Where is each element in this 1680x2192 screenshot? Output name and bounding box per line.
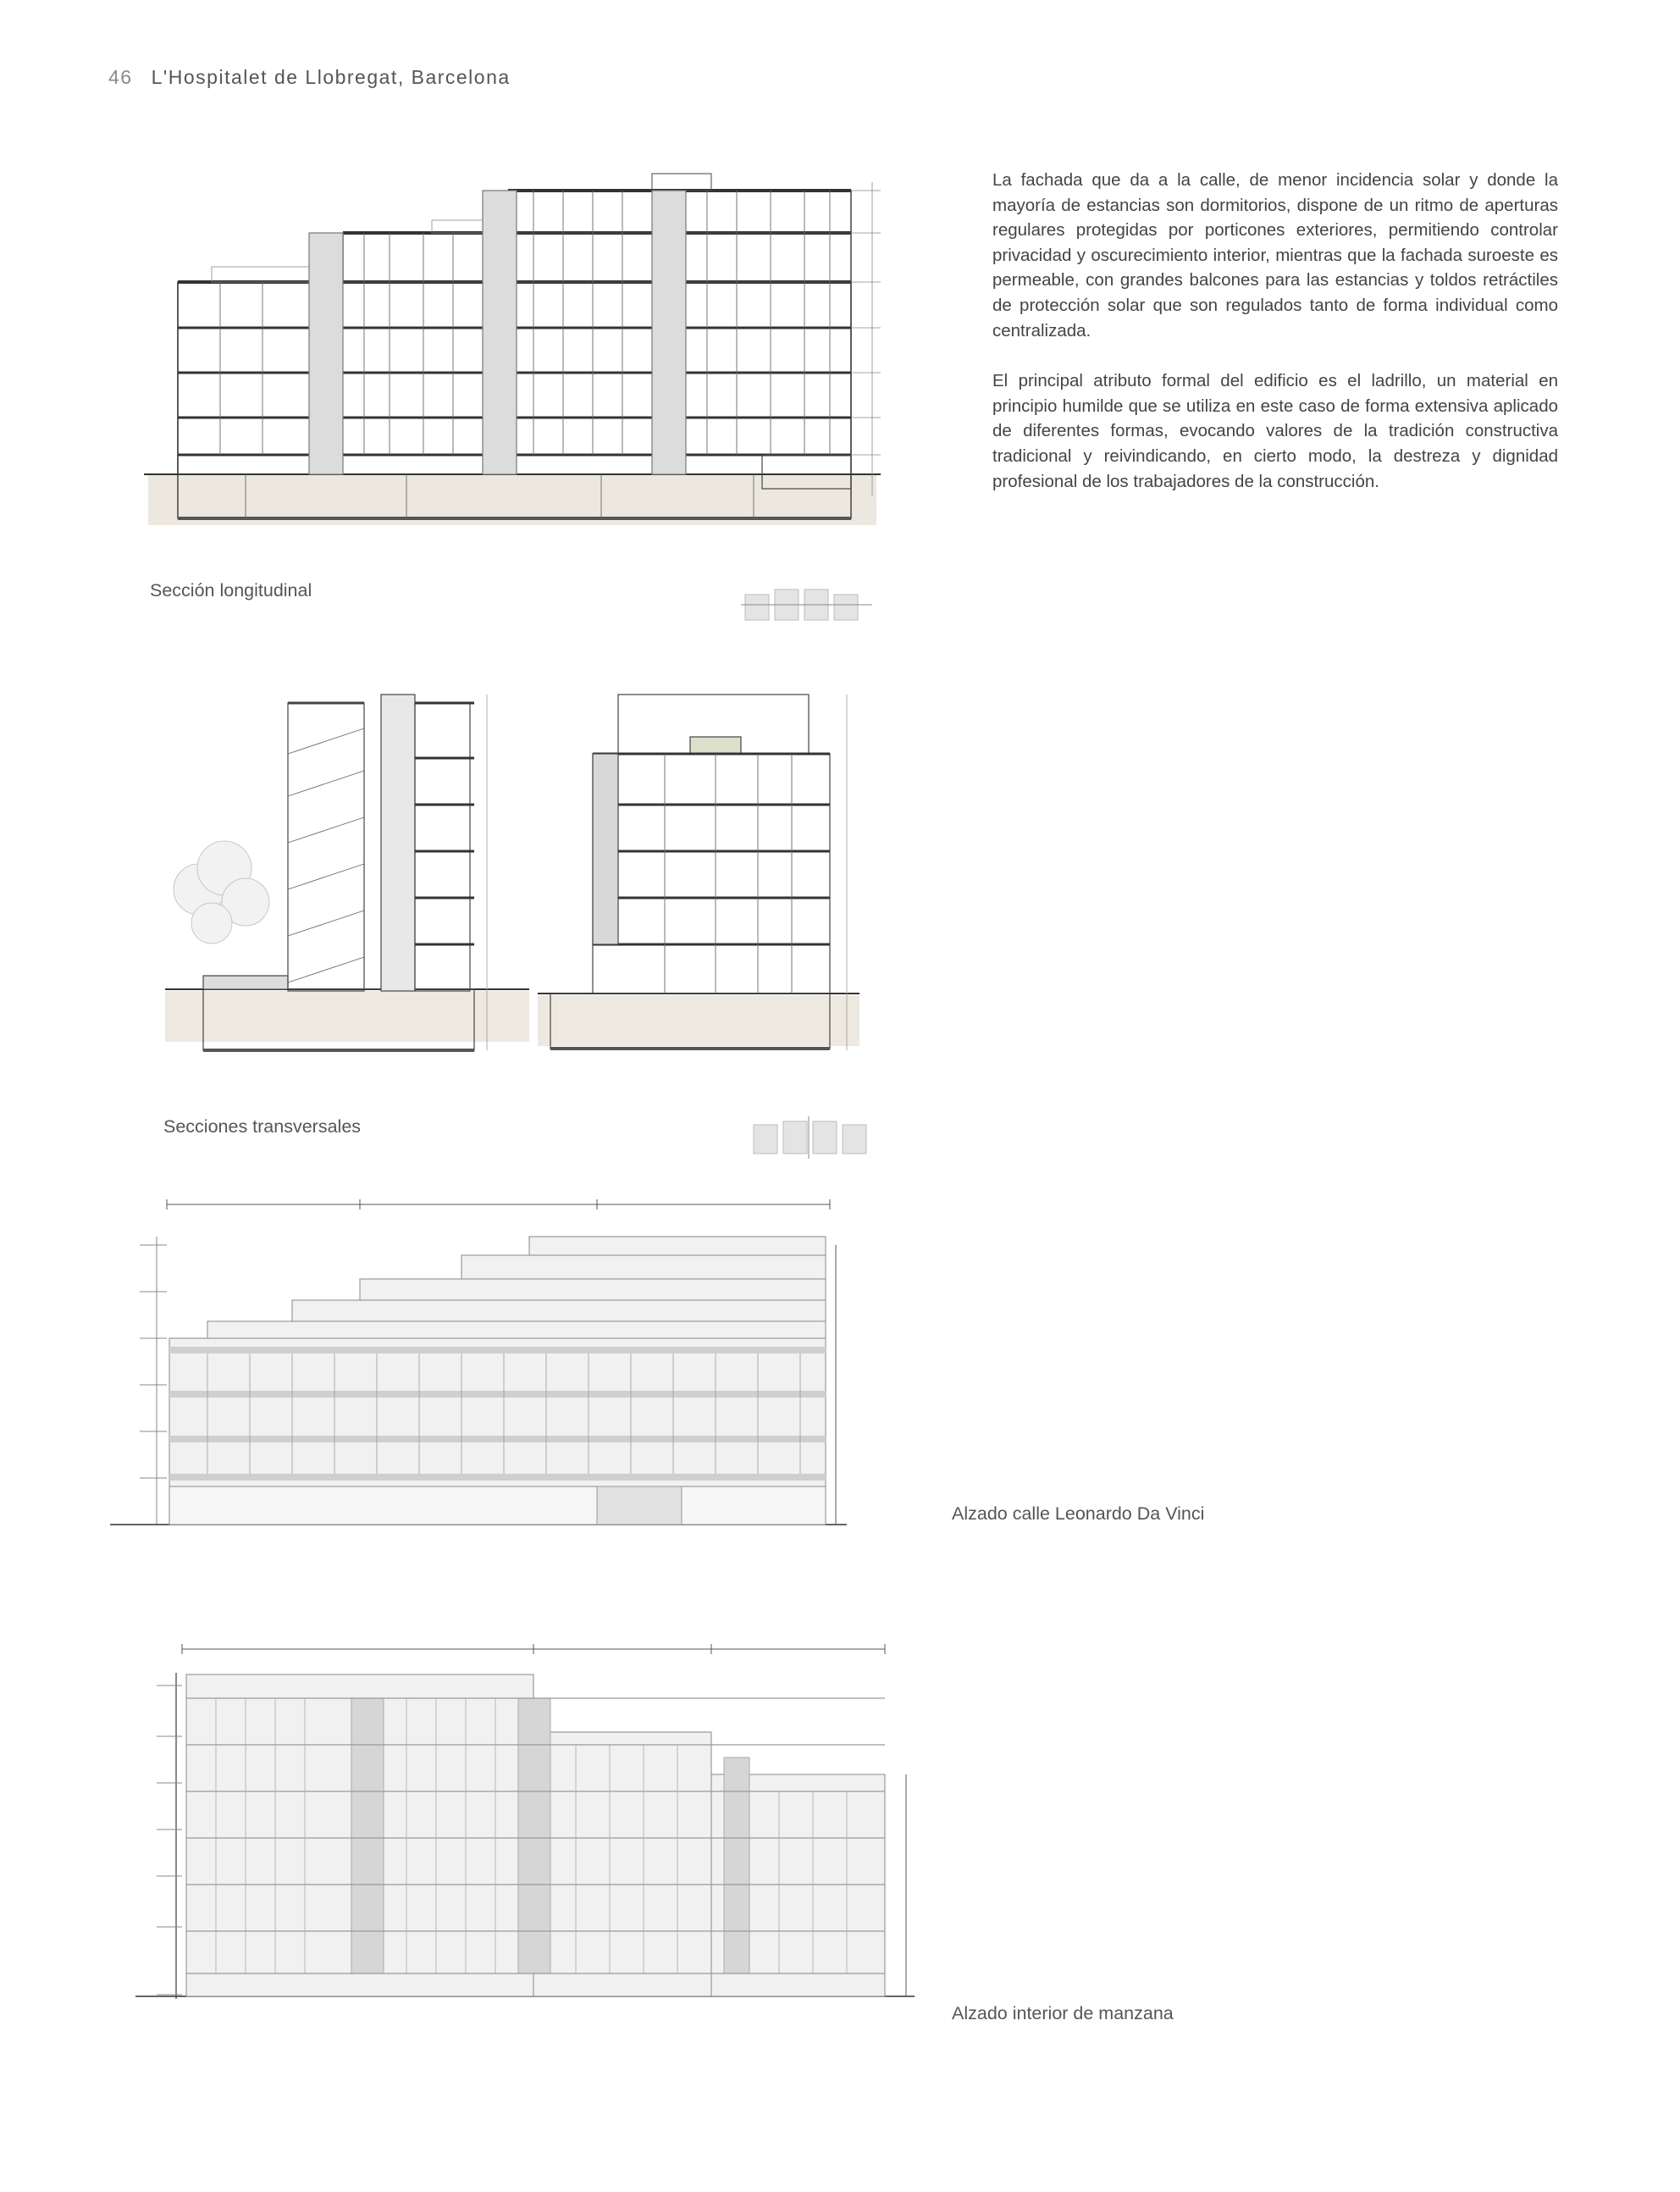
transverse-section-right-drawing (538, 678, 885, 1067)
transverse-section-left-drawing (165, 678, 529, 1067)
street-elevation-drawing (106, 1194, 851, 1550)
running-head (108, 66, 511, 89)
body-text (992, 168, 1558, 519)
key-plan-icon (741, 584, 876, 631)
caption-transverse: Secciones transversales (163, 1116, 362, 1137)
longitudinal-section-drawing (144, 140, 889, 555)
key-plan-icon (749, 1116, 876, 1163)
interior-elevation-drawing (119, 1639, 931, 2020)
caption-longitudinal: Sección longitudinal (150, 580, 312, 601)
page-number: 46 (108, 66, 133, 88)
caption-interior-elevation: Alzado interior de manzana (952, 2003, 1174, 2023)
paragraph: La fachada que da a la calle, de menor incidencia solar y donde la mayoría de estancias son dormitorios, dispone de un ritmo de aperturas regulares protegidas por porticones exteriores, permitiendo controlar privacidad y oscurecimiento interior, mientras que la fachada suroeste es permeable, con grandes balcones para las estancias y toldos retráctiles de protección solar que son regulados tanto de forma individual como centralizada. (992, 170, 1558, 340)
caption-street-elevation: Alzado calle Leonardo Da Vinci (952, 1503, 1205, 1524)
paragraph: El principal atributo formal del edificio es el ladrillo, un material en principio humilde que se utiliza en este caso de forma extensiva aplicado de diferentes formas, evocando valores de la tradición constructiva tradicional y reivindicando, en cierto modo, la destreza y dignidad profesional de los trabajadores de la construcción. (992, 371, 1558, 491)
location-title: L'Hospitalet de Llobregat, Barcelona (151, 66, 511, 88)
